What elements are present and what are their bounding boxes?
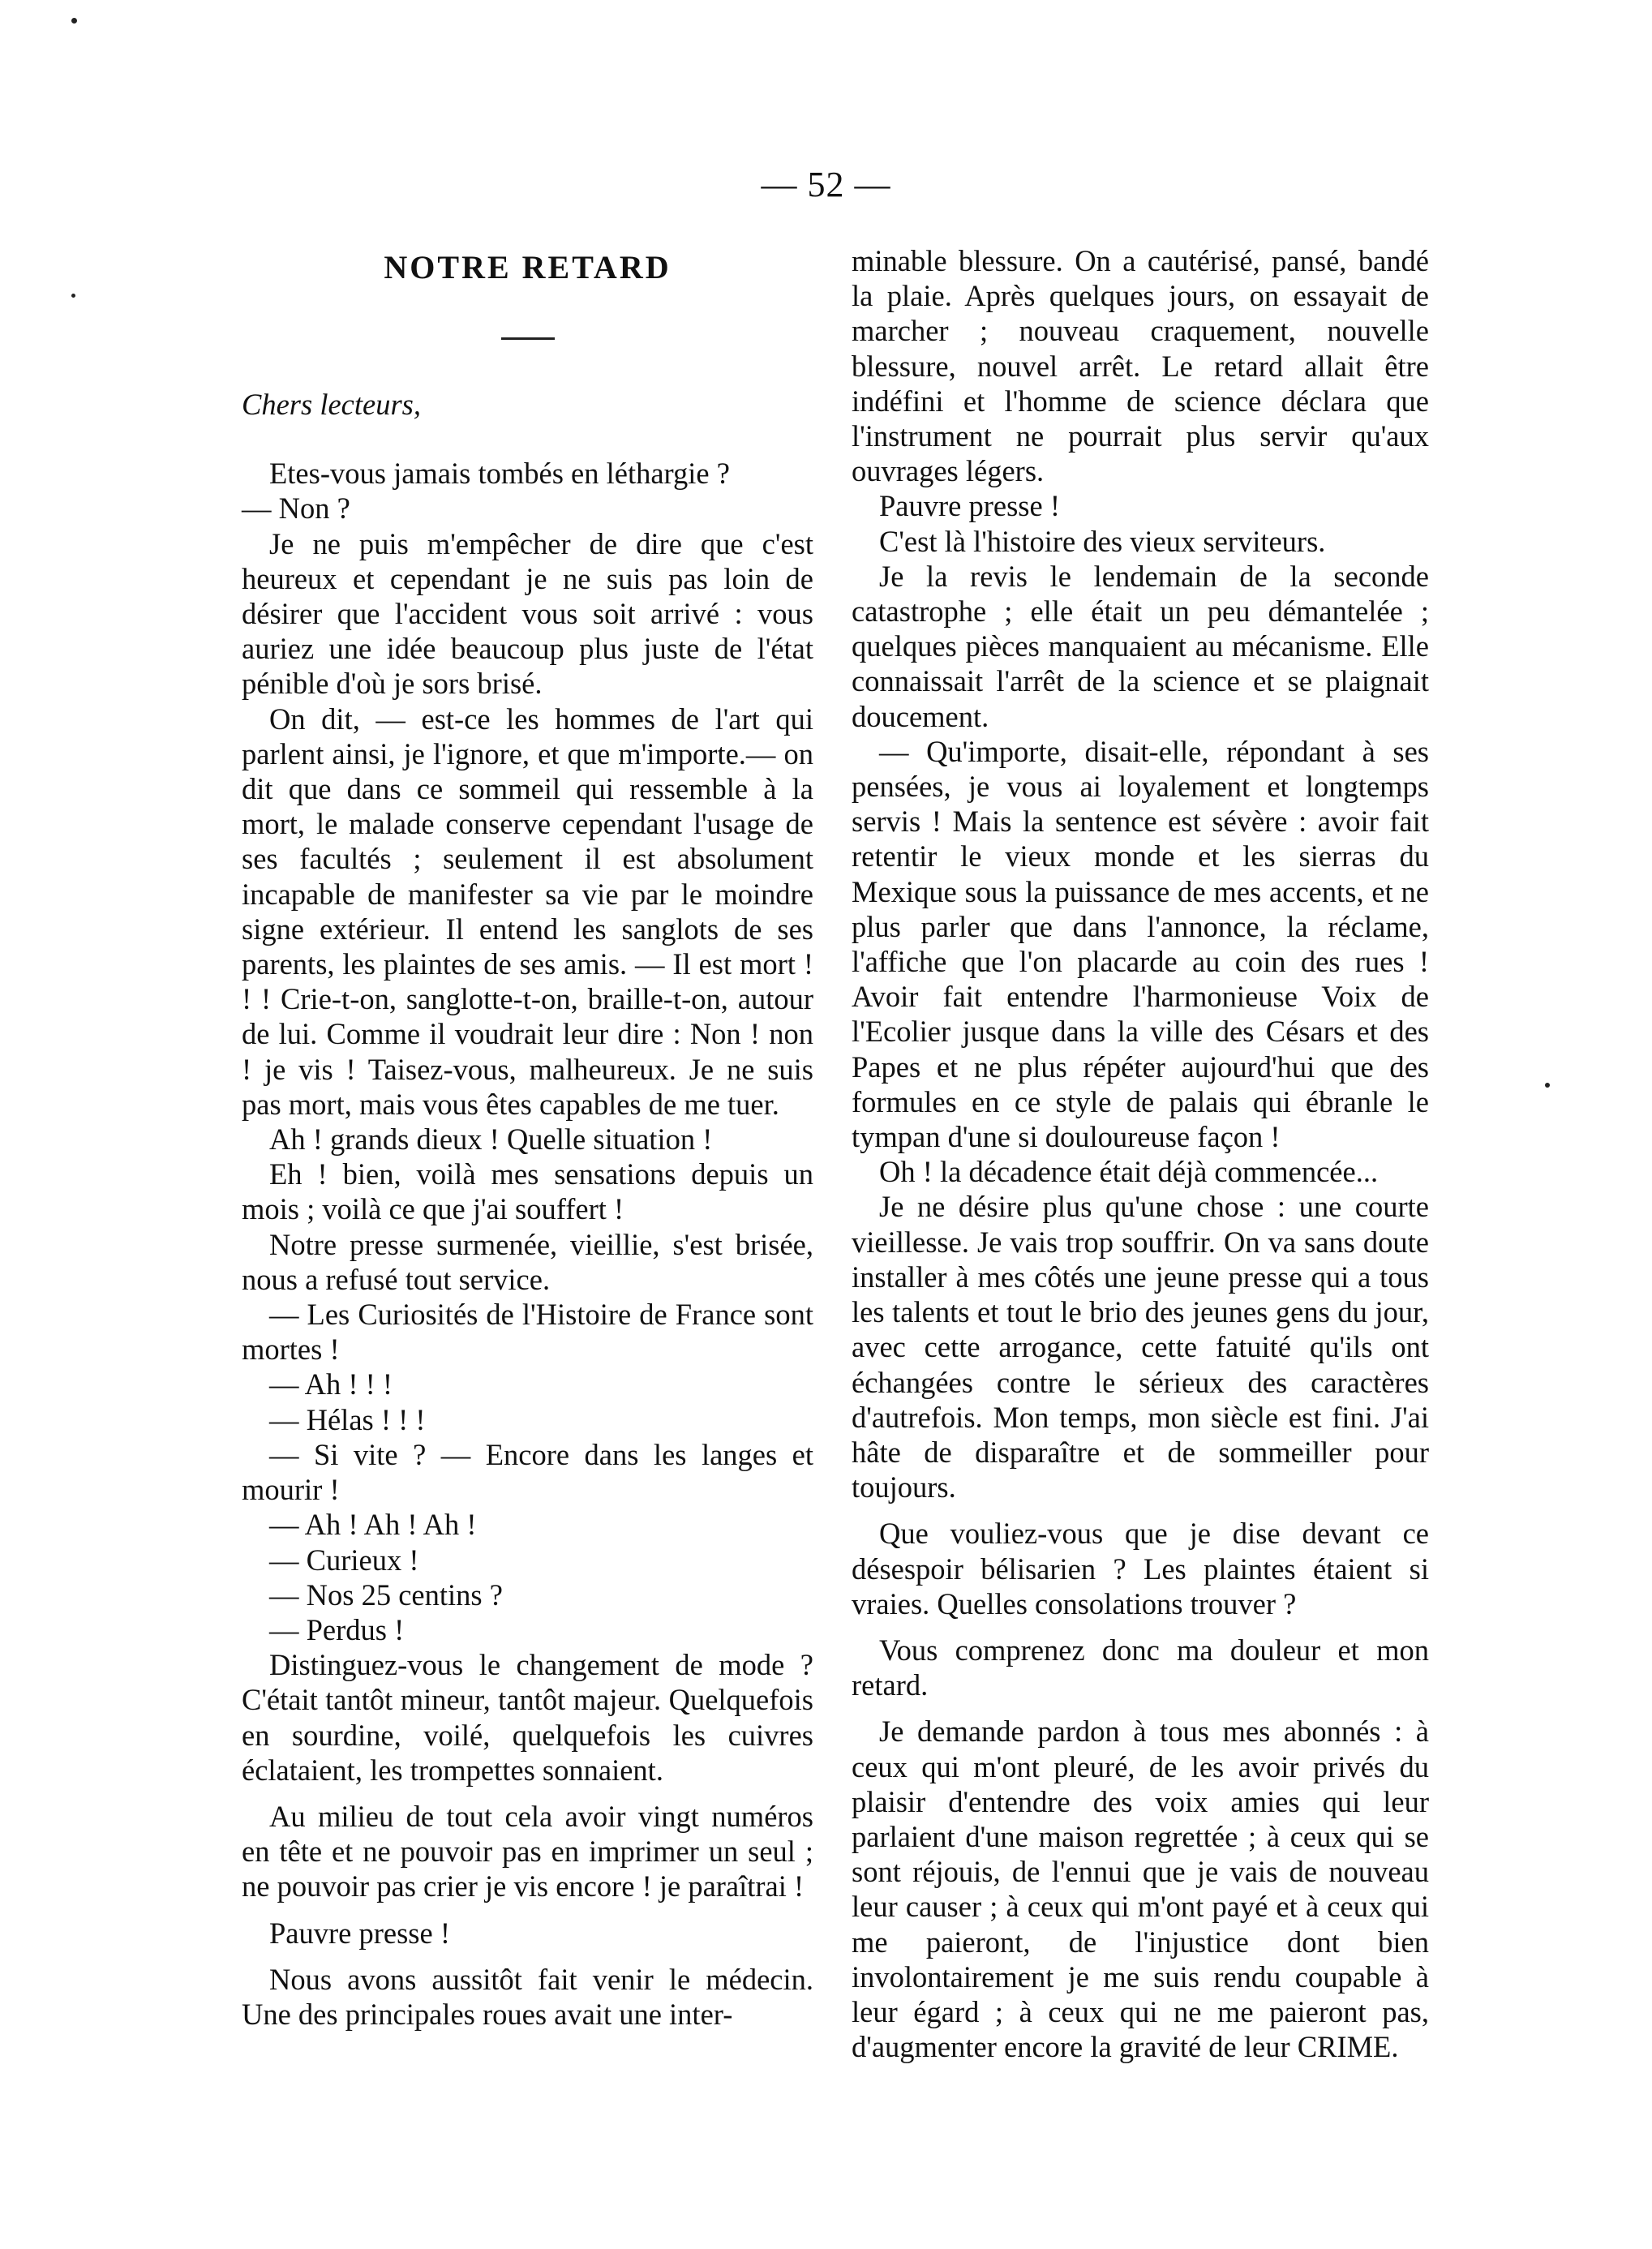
right-column (852, 243, 1429, 2064)
paragraph: Notre presse surmenée, vieillie, s'est brisée, nous a refusé tout service. (242, 1227, 813, 1296)
paragraph: — Ah ! ! ! (269, 1367, 393, 1401)
paragraph: Pauvre presse ! (879, 489, 1060, 523)
paragraph: — Nos 25 centins ? (269, 1577, 503, 1612)
paragraph: Pauvre presse ! (269, 1916, 450, 1950)
paragraph: Distinguez-vous le changement de mode ? C'était tantôt mineur, tantôt majeur. Quelquefois en sourdine, voilé, quelquefois les cuivres éclataient, les trompettes sonnaient. (242, 1648, 813, 1787)
ink-speck (71, 294, 75, 298)
paragraph: C'est là l'histoire des vieux serviteurs. (879, 524, 1326, 558)
paragraph: On dit, — est-ce les hommes de l'art qui parlent ainsi, je l'ignore, et que m'importe.— on dit que dans ce sommeil qui ressemble à la mort, le malade conserve cependant l'usage de ses facultés ; seulement il est absolument incapable de manifester sa vie par le moindre signe extérieur. Il entend les sanglots de ses parents, les plaintes de ses amis. — Il est mort ! ! ! Crie-t-on, sanglotte-t-on, braille-t-on, autour de lui. Comme il voudrait leur dire : Non ! non ! je vis ! Taisez-vous, malheureux. Je ne suis pas mort, mais vous êtes capables de me tuer. (242, 702, 813, 1121)
paragraph: Eh ! bien, voilà mes sensations depuis un mois ; voilà ce que j'ai souffert ! (242, 1157, 813, 1226)
paragraph: — Ah ! Ah ! Ah ! (269, 1508, 477, 1542)
paragraph: — Qu'importe, disait-elle, répondant à ses pensées, je vous ai loyalement et longtemps servis ! Mais la sentence est sévère : avoir fait retentir le vieux monde et les sierras du Mexique sous la puissance de mes accents, et ne plus parler que dans l'annonce, la réclame, l'affiche que l'on placarde au coin des rues ! Avoir fait entendre l'harmonieuse Voix de l'Ecolier jusque dans la ville des Césars et des Papes et ne plus répéter aujourd'hui que des formules en ce style de palais qui ébranle le tympan d'une si douloureuse façon ! (852, 734, 1429, 1154)
article-title: NOTRE RETARD (384, 249, 672, 285)
ink-speck (71, 18, 77, 24)
paragraph: — Curieux ! (269, 1543, 419, 1577)
paragraph: Oh ! la décadence était déjà commencée... (879, 1155, 1379, 1189)
paragraph: — Les Curiosités de l'Histoire de France sont mortes ! (242, 1298, 813, 1367)
paragraph: minable blessure. On a cautérisé, pansé, bandé la plaie. Après quelques jours, on essayait de marcher ; nouveau craquement, nouvelle blessure, nouvel arrêt. Le retard allait être indéfini et l'homme de science déclara que l'instrument ne pourrait plus servir qu'aux ouvrages légers. (852, 244, 1429, 488)
paragraph: Nous avons aussitôt fait venir le médecin. Une des principales roues avait une inter- (242, 1962, 813, 2031)
paragraph: Au milieu de tout cela avoir vingt numéros en tête et ne pouvoir pas en imprimer un seul ; ne pouvoir pas crier je vis encore ! je paraîtrai ! (242, 1799, 813, 1903)
paragraph: Je la revis le lendemain de la seconde catastrophe ; elle était un peu démantelée ; quelques pièces manquaient au mécanisme. Elle connaissait l'arrêt de la science et se plaignait doucement. (852, 559, 1429, 733)
paragraph: Je ne désire plus qu'une chose : une courte vieillesse. Je vais trop souffrir. On va sans doute installer à mes côtés une jeune presse qui a tous les talents et tout le brio des jeunes gens du jour, avec cette arrogance, cette fatuité qu'ils ont échangées contre le sérieux des caractères d'autrefois. Mon temps, mon siècle est fini. J'ai hâte de disparaître et de sommeiller pour toujours. (852, 1190, 1429, 1504)
title-rule (501, 337, 555, 340)
paragraph: Que vouliez-vous que je dise devant ce désespoir bélisarien ? Les plaintes étaient si vraies. Quelles consolations trouver ? (852, 1517, 1429, 1620)
paragraph: Etes-vous jamais tombés en léthargie ? (269, 457, 730, 491)
paragraph: Vous comprenez donc ma douleur et mon retard. (852, 1633, 1429, 1702)
paragraph: — Perdus ! (269, 1612, 405, 1646)
page-number: — 52 — (761, 165, 891, 204)
paragraph: Je demande pardon à tous mes abonnés : à ceux qui m'ont pleuré, de les avoir privés du plaisir d'entendre des voix amies qui leur parlaient d'une maison regrettée ; à ceux qui se sont réjouis, de l'ennui que je vais de nouveau leur causer ; à ceux qui m'ont payé et à ceux qui me paieront, de l'injustice dont bien involontairement je me suis rendu coupable à leur égard ; à ceux qui ne me paieront pas, d'augmenter encore la gravité de leur CRIME. (852, 1715, 1429, 2064)
paragraph: — Non ? (242, 491, 350, 526)
ink-speck (1545, 1083, 1550, 1088)
paragraph: — Hélas ! ! ! (269, 1402, 426, 1436)
salutation: Chers lecteurs, (242, 388, 421, 421)
left-column (242, 243, 813, 2032)
paragraph: Je ne puis m'empêcher de dire que c'est heureux et cependant je ne suis pas loin de désirer que l'accident vous soit arrivé : vous auriez une idée beaucoup plus juste de l'état pénible d'où je sors brisé. (242, 526, 813, 701)
paragraph: — Si vite ? — Encore dans les langes et mourir ! (242, 1437, 813, 1507)
paragraph: Ah ! grands dieux ! Quelle situation ! (269, 1122, 713, 1157)
